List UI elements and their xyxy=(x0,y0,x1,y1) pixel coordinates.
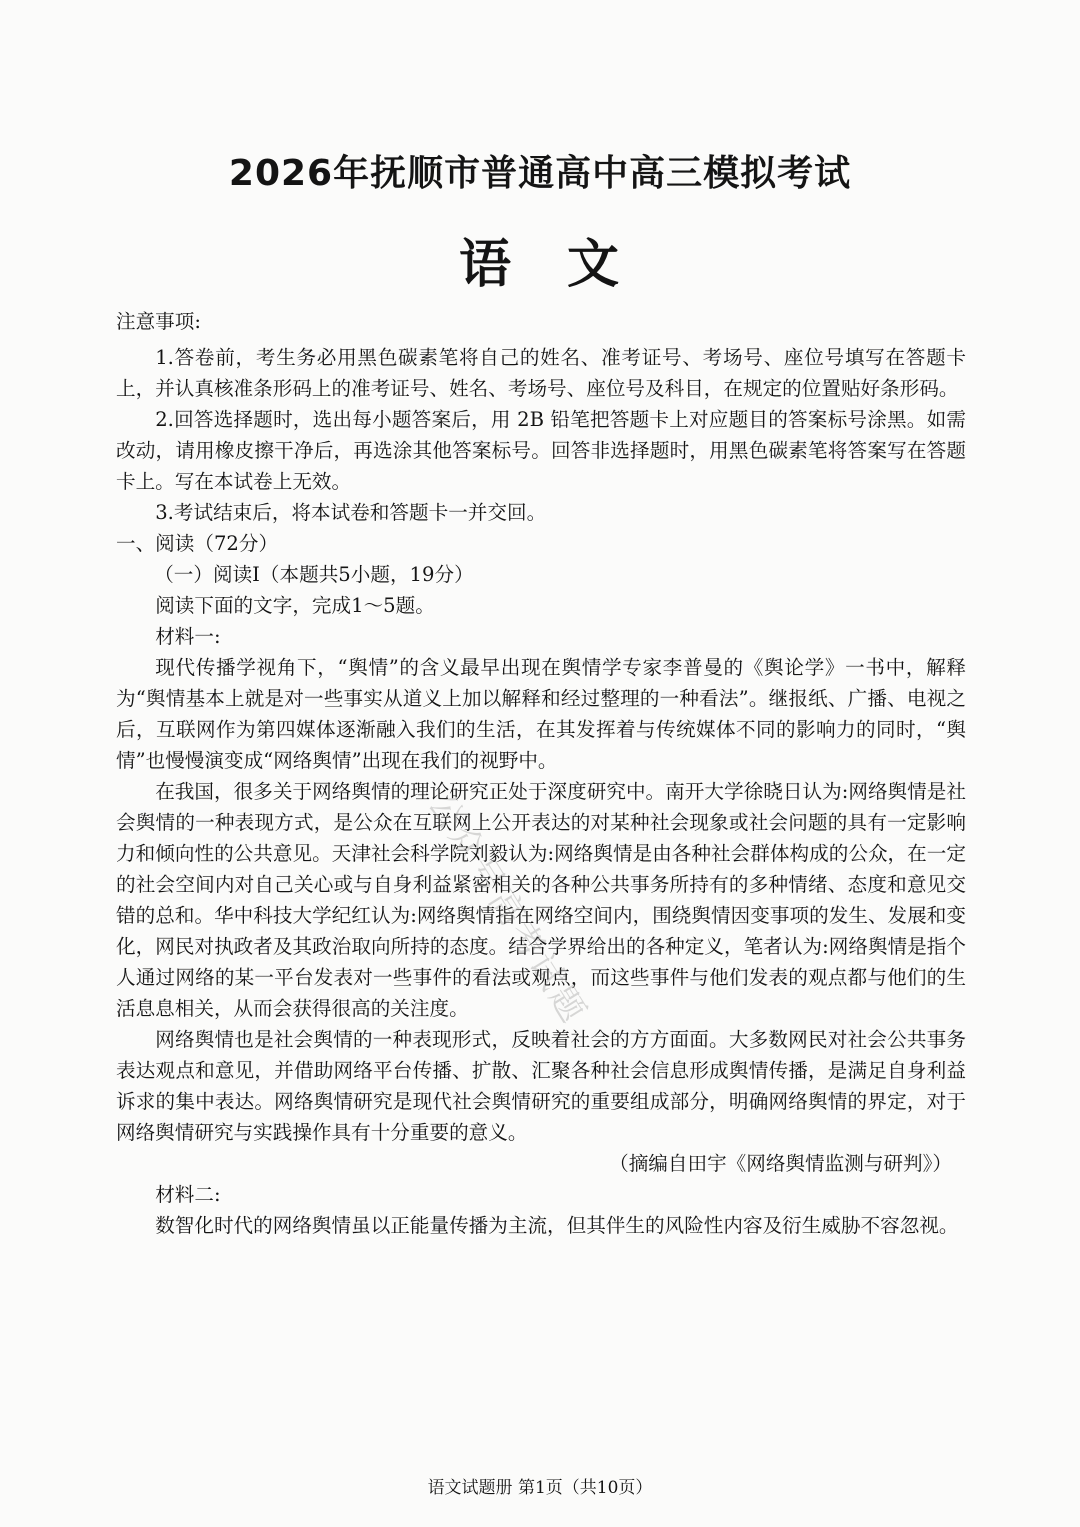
material1-label: 材料一: xyxy=(155,625,221,648)
exam-title: 2026年抚顺市普通高中高三模拟考试 xyxy=(228,153,852,194)
material2-label: 材料二: xyxy=(155,1183,221,1206)
note-item-2: 2.回答选择题时，选出每小题答案后，用 2B 铅笔把答题卡上对应题目的答案标号涂黑。如需改动，请用橡皮擦干净后，再选涂其他答案标号。回答非选择题时，用黑色碳素笔将答案写在答题卡上。写在本试卷上无效。 xyxy=(116,408,966,493)
note-item-1: 1.答卷前，考生务必用黑色碳素笔将自己的姓名、准考证号、考场号、座位号填写在答题卡上，并认真核准条形码上的准考证号、姓名、考场号、座位号及科目，在规定的位置贴好条形码。 xyxy=(116,346,966,400)
material1-source: （摘编自田宇《网络舆情监测与研判》） xyxy=(609,1152,952,1175)
material1-paragraph-2: 在我国，很多关于网络舆情的理论研究正处于深度研究中。南开大学徐晓日认为:网络舆情是社会舆情的一种表现方式，是公众在互联网上公开表达的对某种社会现象或社会问题的具有一定影响力和倾向性的公共意见。天津社会科学院刘毅认为:网络舆情是由各种社会群体构成的公众，在一定的社会空间内对自己关心或与自身利益紧密相关的各种公共事务所持有的多种情绪、态度和意见交错的总和。华中科技大学纪红认为:网络舆情指在网络空间内，围绕舆情因变事项的发生、发展和变化，网民对执政者及其政治取向所持的态度。结合学界给出的各种定义，笔者认为:网络舆情是指个人通过网络的某一平台发表对一些事件的看法或观点，而这些事件与他们发表的观点都与他们的生活息息相关，从而会获得很高的关注度。 xyxy=(116,780,966,1020)
note-item-3: 3.考试结束后，将本试卷和答题卡一并交回。 xyxy=(155,501,547,524)
page-footer: 语文试题册 第1页（共10页） xyxy=(427,1478,653,1498)
subject-title: 语 文 xyxy=(458,235,621,295)
watermark: 公众号高考试题 xyxy=(420,785,595,1033)
section-heading: 一、阅读（72分） xyxy=(116,532,279,555)
material2-paragraph-1: 数智化时代的网络舆情虽以正能量传播为主流，但其伴生的风险性内容及衍生威胁不容忽视。 xyxy=(155,1214,959,1237)
section-sub-heading: （一）阅读Ⅰ（本题共5小题，19分） xyxy=(154,563,474,586)
material1-paragraph-3: 网络舆情也是社会舆情的一种表现形式，反映着社会的方方面面。大多数网民对社会公共事务表达观点和意见，并借助网络平台传播、扩散、汇聚各种社会信息形成舆情传播，是满足自身利益诉求的集中表达。网络舆情研究是现代社会舆情研究的重要组成部分，明确网络舆情的界定，对于网络舆情研究与实践操作具有十分重要的意义。 xyxy=(116,1028,966,1144)
notes-heading: 注意事项: xyxy=(116,310,201,333)
exam-body xyxy=(116,306,966,1241)
section-instruction: 阅读下面的文字，完成1～5题。 xyxy=(155,594,435,617)
material1-paragraph-1: 现代传播学视角下，“舆情”的含义最早出现在舆情学专家李普曼的《舆论学》一书中，解释为“舆情基本上就是对一些事实从道义上加以解释和经过整理的一种看法”。继报纸、广播、电视之后，互联网作为第四媒体逐渐融入我们的生活，在其发挥着与传统媒体不同的影响力的同时，“舆情”也慢慢演变成“网络舆情”出现在我们的视野中。 xyxy=(116,656,966,772)
